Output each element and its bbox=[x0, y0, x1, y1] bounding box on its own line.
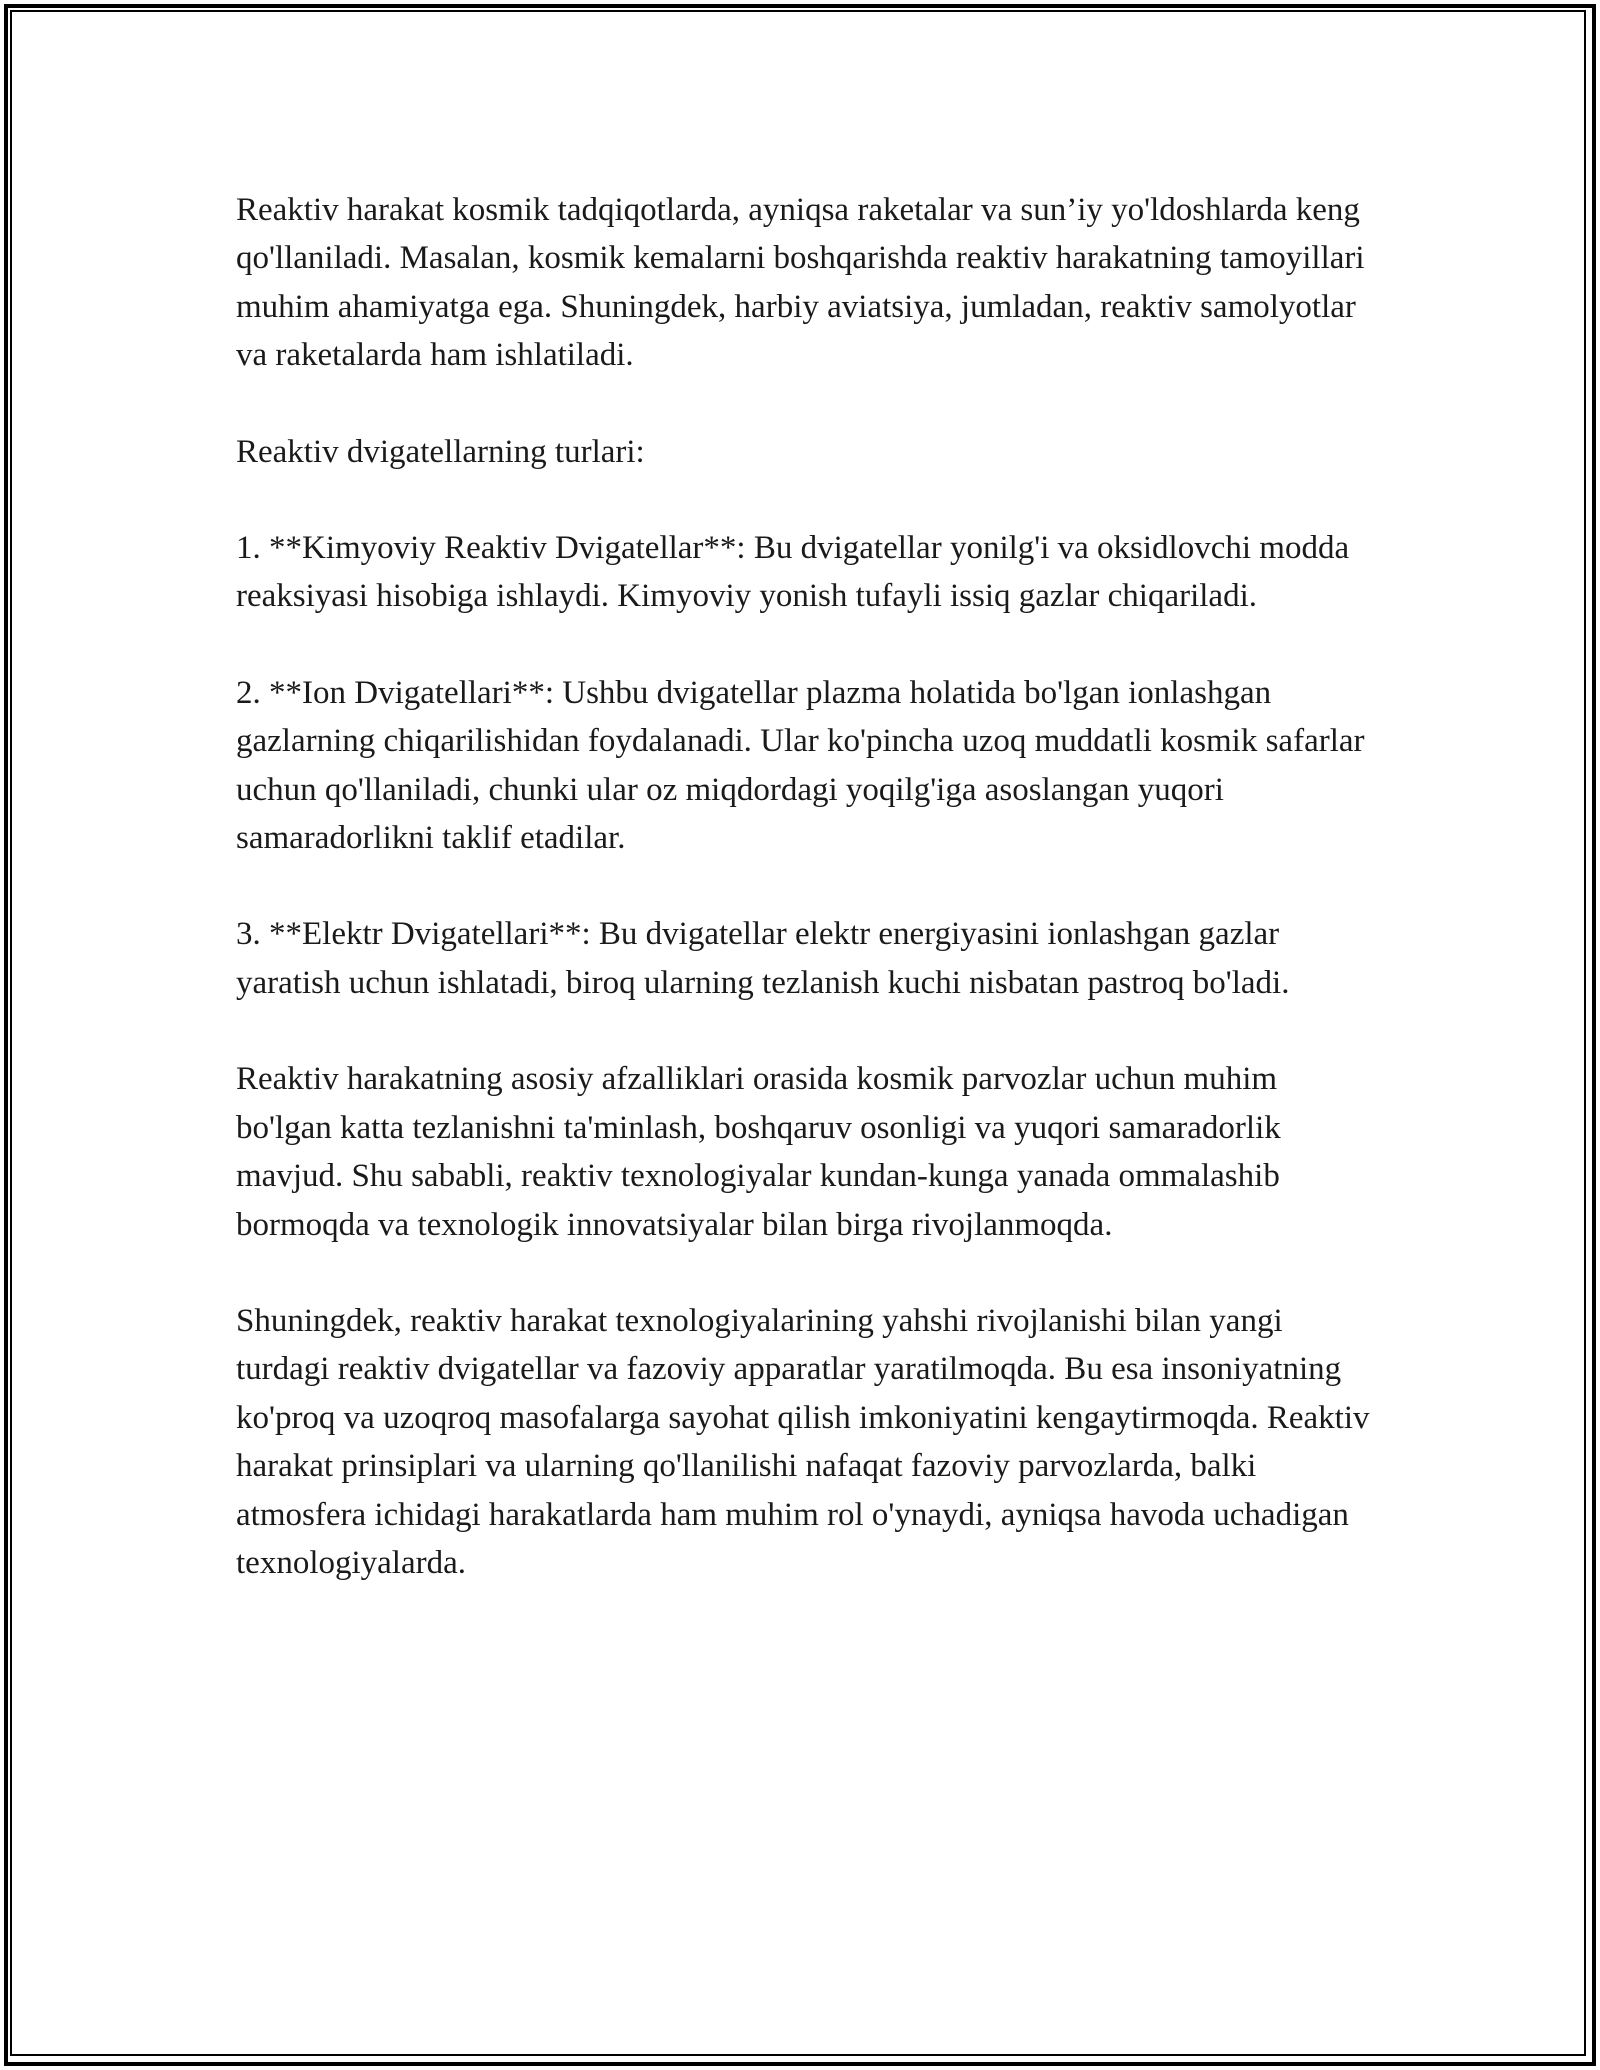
list-item-electric-engines: 3. **Elektr Dvigatellari**: Bu dvigatellar elektr energiyasini ionlashgan gazlar yaratish uchun ishlatadi, biroq ularning tezlanish kuchi nisbatan pastroq bo'ladi. bbox=[236, 916, 1290, 1001]
paragraph-conclusion: Shuningdek, reaktiv harakat texnologiyalarining yahshi rivojlanishi bilan yangi turdagi reaktiv dvigatellar va fazoviy apparatlar yaratilmoqda. Bu esa insoniyatning ko'proq va uzoqroq masofalarga sayohat qilish imkoniyatini kengaytirmoqda. Reaktiv harakat prinsiplari va ularning qo'llanilishi nafaqat fazoviy parvozlarda, balki atmosfera ichidagi harakatlarda ham muhim rol o'ynaydi, ayniqsa havoda uchadigan texnologiyalarda. bbox=[236, 1302, 1370, 1581]
document-body bbox=[236, 186, 1376, 1635]
paragraph-advantages: Reaktiv harakatning asosiy afzalliklari orasida kosmik parvozlar uchun muhim bo'lgan katta tezlanishni ta'minlash, boshqaruv osonligi va yuqori samaradorlik mavjud. Shu sababli, reaktiv texnologiyalar kundan-kunga yanada ommalashib bormoqda va texnologik innovatsiyalar bilan birga rivojlanmoqda. bbox=[236, 1061, 1281, 1243]
paragraph-types-heading: Reaktiv dvigatellarning turlari: bbox=[236, 433, 645, 470]
list-item-ion-engines: 2. **Ion Dvigatellari**: Ushbu dvigatellar plazma holatida bo'lgan ionlashgan gazlarning chiqarilishidan foydalanadi. Ular ko'pincha uzoq muddatli kosmik safarlar uchun qo'llaniladi, chunki ular oz miqdordagi yoqilg'iga asoslangan yuqori samaradorlikni taklif etadilar. bbox=[236, 674, 1365, 857]
paragraph-intro: Reaktiv harakat kosmik tadqiqotlarda, ayniqsa raketalar va sun’iy yo'ldoshlarda keng qo'llaniladi. Masalan, kosmik kemalarni boshqarishda reaktiv harakatning tamoyillari muhim ahamiyatga ega. Shuningdek, harbiy aviatsiya, jumladan, reaktiv samolyotlar va raketalarda ham ishlatiladi. bbox=[236, 192, 1365, 374]
list-item-chemical-engines: 1. **Kimyoviy Reaktiv Dvigatellar**: Bu dvigatellar yonilg'i va oksidlovchi modda reaksiyasi hisobiga ishlaydi. Kimyoviy yonish tufayli issiq gazlar chiqariladi. bbox=[236, 530, 1350, 615]
